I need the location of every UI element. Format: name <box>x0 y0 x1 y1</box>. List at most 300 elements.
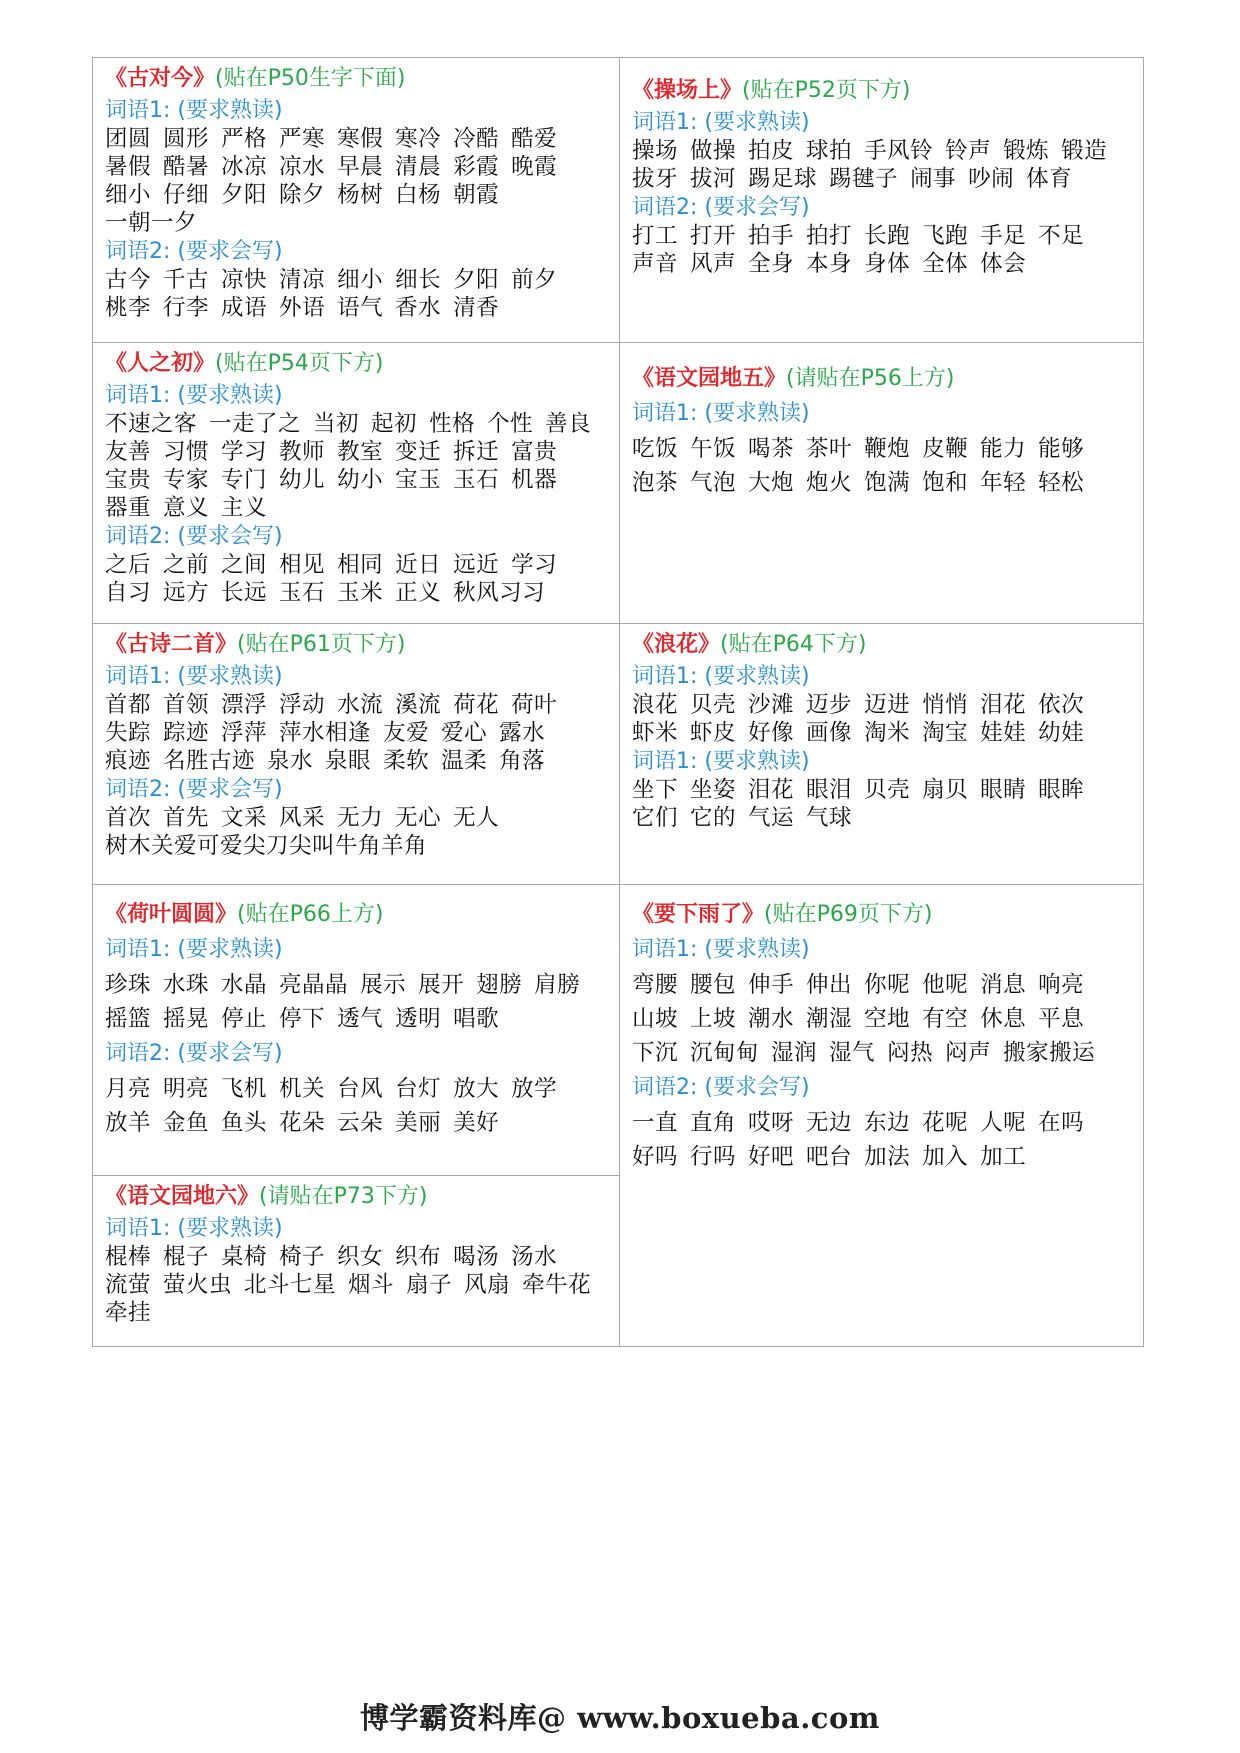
vocabulary-word: 教师 <box>279 439 326 465</box>
vocabulary-word: 美好 <box>453 1110 500 1136</box>
lesson-placement-note: (贴在P50生字下面) <box>215 66 406 91</box>
vocabulary-word: 远方 <box>163 580 210 606</box>
vocabulary-word: 球拍 <box>806 138 853 164</box>
word-group-heading <box>632 396 1136 432</box>
word-group-requirement: (要求熟读) <box>177 937 283 962</box>
word-group-label: 词语1: <box>105 383 171 408</box>
vocabulary-word: 水珠 <box>163 972 210 998</box>
word-group-requirement: (要求会写) <box>177 777 283 802</box>
vocabulary-word: 泉眼 <box>325 748 372 774</box>
vocabulary-word: 响亮 <box>1038 972 1085 998</box>
vocabulary-word: 早晨 <box>337 154 384 180</box>
vocabulary-word: 打工 <box>632 223 679 249</box>
vocabulary-word: 手风铃 <box>864 138 934 164</box>
vocabulary-word: 花呢 <box>922 1110 969 1136</box>
vocabulary-word: 停下 <box>279 1006 326 1032</box>
lesson-cell-yuwen-yuandi-5 <box>620 358 1144 623</box>
vocabulary-word: 桌椅 <box>221 1244 268 1270</box>
row-divider <box>619 342 1143 343</box>
vocabulary-word: 相同 <box>337 552 384 578</box>
vocabulary-word: 一直 <box>632 1110 679 1136</box>
vocabulary-word: 行吗 <box>690 1144 737 1170</box>
vocabulary-word: 闷热 <box>887 1040 934 1066</box>
vocabulary-word: 扇贝 <box>922 777 969 803</box>
vocabulary-word: 棍棒 <box>105 1244 152 1270</box>
vocabulary-word: 无心 <box>395 805 442 831</box>
word-list <box>632 968 1136 1070</box>
vocabulary-word: 前夕 <box>511 267 558 293</box>
word-list <box>105 1243 611 1327</box>
vocabulary-word: 幼儿 <box>279 467 326 493</box>
vocabulary-word: 不足 <box>1038 223 1085 249</box>
lesson-cell-ren-zhi-chu <box>93 343 619 623</box>
vocabulary-word: 温柔 <box>441 748 488 774</box>
word-group-label: 词语1: <box>105 664 171 689</box>
word-group-heading <box>105 381 611 410</box>
vocabulary-word: 摇晃 <box>163 1006 210 1032</box>
word-group-label: 词语1: <box>105 98 171 123</box>
word-list <box>105 125 611 237</box>
vocabulary-word: 首先 <box>163 805 210 831</box>
vocabulary-word: 体育 <box>1026 166 1073 192</box>
vocabulary-word: 朝霞 <box>453 182 500 208</box>
vocabulary-word: 严格 <box>221 126 268 152</box>
word-group-requirement: (要求熟读) <box>177 98 283 123</box>
lesson-title: 《操场上》 <box>632 78 743 103</box>
vocabulary-word: 台风 <box>337 1076 384 1102</box>
vocabulary-word: 主义 <box>221 495 268 521</box>
vocabulary-word: 皮鞭 <box>922 436 969 462</box>
word-group-label: 词语2: <box>105 1041 171 1066</box>
vocabulary-word: 清香 <box>453 295 500 321</box>
vocabulary-word: 名胜古迹 <box>163 748 256 774</box>
vocabulary-word: 直角 <box>690 1110 737 1136</box>
vocabulary-word: 茶叶 <box>806 436 853 462</box>
vocabulary-word: 酷爱 <box>511 126 558 152</box>
vocabulary-word: 器重 <box>105 495 152 521</box>
vocabulary-word: 冷酷 <box>453 126 500 152</box>
vocabulary-word: 夕阳 <box>221 182 268 208</box>
vocabulary-word: 腰包 <box>690 972 737 998</box>
word-group-heading <box>105 932 611 968</box>
vocabulary-word: 能力 <box>980 436 1027 462</box>
lesson-title-row <box>105 1182 611 1212</box>
vocabulary-word: 气运 <box>748 805 795 831</box>
vocabulary-word: 团圆 <box>105 126 152 152</box>
vocabulary-word: 泉水 <box>267 748 314 774</box>
vocabulary-word: 玉石 <box>453 467 500 493</box>
lesson-title-row <box>632 630 1136 660</box>
vocabulary-word: 停止 <box>221 1006 268 1032</box>
lesson-cell-lang-hua <box>620 624 1144 884</box>
vocabulary-word: 习惯 <box>163 439 210 465</box>
vocabulary-word: 亮晶晶 <box>279 972 349 998</box>
vocabulary-word: 晚霞 <box>511 154 558 180</box>
vocabulary-word: 体会 <box>980 251 1027 277</box>
vocabulary-word: 摇篮 <box>105 1006 152 1032</box>
vocabulary-word: 失踪 <box>105 720 152 746</box>
vocabulary-word: 放学 <box>511 1076 558 1102</box>
vocabulary-word: 性格 <box>429 411 476 437</box>
lesson-placement-note: (贴在P52页下方) <box>742 78 911 103</box>
vocabulary-word: 东边 <box>864 1110 911 1136</box>
vocabulary-word: 平息 <box>1038 1006 1085 1032</box>
vocabulary-word: 山坡 <box>632 1006 679 1032</box>
vocabulary-word: 玉米 <box>337 580 384 606</box>
vocabulary-word: 拔牙 <box>632 166 679 192</box>
word-list <box>632 222 1136 278</box>
vocabulary-word: 专门 <box>221 467 268 493</box>
lesson-title-row <box>632 900 1136 930</box>
vocabulary-word: 吵闹 <box>968 166 1015 192</box>
vocabulary-word: 外语 <box>279 295 326 321</box>
vocabulary-word: 近日 <box>395 552 442 578</box>
word-group-label: 词语1: <box>632 401 698 426</box>
vocabulary-word: 凉快 <box>221 267 268 293</box>
vocabulary-word: 风声 <box>690 251 737 277</box>
vocabulary-word: 拍手 <box>748 223 795 249</box>
vocabulary-word: 细小 <box>337 267 384 293</box>
vocabulary-word: 淘宝 <box>922 720 969 746</box>
vocabulary-word: 弯腰 <box>632 972 679 998</box>
vocabulary-word: 萤火虫 <box>163 1272 233 1298</box>
vocabulary-word: 学习 <box>221 439 268 465</box>
word-group-heading <box>105 237 611 266</box>
word-group-label: 词语1: <box>105 1216 171 1241</box>
vocabulary-word: 坐下 <box>632 777 679 803</box>
vocabulary-word: 流萤 <box>105 1272 152 1298</box>
vocabulary-word: 气泡 <box>690 470 737 496</box>
word-group-label: 词语2: <box>632 1075 698 1100</box>
vocabulary-word: 铃声 <box>945 138 992 164</box>
vocabulary-word: 酷暑 <box>163 154 210 180</box>
vocabulary-word: 锻炼 <box>1003 138 1050 164</box>
vocabulary-word: 唱歌 <box>453 1006 500 1032</box>
vocabulary-word: 首领 <box>163 692 210 718</box>
vocabulary-word: 浪花 <box>632 692 679 718</box>
vocabulary-word: 语气 <box>337 295 384 321</box>
vocabulary-word: 圆形 <box>163 126 210 152</box>
word-list <box>105 691 611 775</box>
vocabulary-word: 在吗 <box>1038 1110 1085 1136</box>
vocabulary-word: 柔软 <box>383 748 430 774</box>
vocabulary-word: 机关 <box>279 1076 326 1102</box>
vocabulary-word: 无边 <box>806 1110 853 1136</box>
vocabulary-word: 有空 <box>922 1006 969 1032</box>
vocabulary-word: 荷花 <box>453 692 500 718</box>
vocabulary-word: 踢毽子 <box>829 166 899 192</box>
vocabulary-word: 一走了之 <box>209 411 302 437</box>
word-group-heading <box>105 96 611 125</box>
word-list <box>105 1072 611 1140</box>
vocabulary-word: 友爱 <box>383 720 430 746</box>
vocabulary-word: 他呢 <box>922 972 969 998</box>
vocabulary-word: 潮水 <box>748 1006 795 1032</box>
vocabulary-word: 拆迁 <box>453 439 500 465</box>
vocabulary-word: 画像 <box>806 720 853 746</box>
vocabulary-word: 首次 <box>105 805 152 831</box>
vocabulary-word: 眼泪 <box>806 777 853 803</box>
vocabulary-word: 漂浮 <box>221 692 268 718</box>
word-group-requirement: (要求会写) <box>704 1075 810 1100</box>
vocabulary-word: 加工 <box>980 1144 1027 1170</box>
word-list <box>632 432 1136 500</box>
vocabulary-word: 浮萍 <box>221 720 268 746</box>
vocabulary-word: 白杨 <box>395 182 442 208</box>
word-group-label: 词语2: <box>632 195 698 220</box>
vocabulary-word: 牵牛花 <box>522 1272 592 1298</box>
vocabulary-word: 眼眸 <box>1038 777 1085 803</box>
word-group-label: 词语1: <box>632 664 698 689</box>
vocabulary-word: 仔细 <box>163 182 210 208</box>
vocabulary-word: 月亮 <box>105 1076 152 1102</box>
vocabulary-word: 饱满 <box>864 470 911 496</box>
vocabulary-word: 吧台 <box>806 1144 853 1170</box>
lesson-title: 《语文园地六》 <box>105 1184 260 1209</box>
vocabulary-word: 潮湿 <box>806 1006 853 1032</box>
lesson-title-row <box>632 76 1136 106</box>
word-list <box>632 1106 1136 1174</box>
word-group-heading <box>105 1036 611 1072</box>
vocabulary-word: 放羊 <box>105 1110 152 1136</box>
vocabulary-word: 寒假 <box>337 126 384 152</box>
vocabulary-word: 宝贵 <box>105 467 152 493</box>
word-group-heading <box>632 932 1136 968</box>
vocabulary-word: 加入 <box>922 1144 969 1170</box>
vocabulary-word: 起初 <box>371 411 418 437</box>
vocabulary-word: 全体 <box>922 251 969 277</box>
word-group-label: 词语1: <box>105 937 171 962</box>
lesson-title-row <box>105 900 611 930</box>
vocabulary-word: 好吧 <box>748 1144 795 1170</box>
lesson-title-row <box>105 349 611 379</box>
vocabulary-word: 自习 <box>105 580 152 606</box>
vocabulary-word: 古今 <box>105 267 152 293</box>
vocabulary-word: 人呢 <box>980 1110 1027 1136</box>
vocabulary-word: 机器 <box>511 467 558 493</box>
lesson-cell-cao-chang-shang <box>620 70 1144 342</box>
vocabulary-word: 树木关爱可爱尖刀尖叫牛角羊角 <box>105 833 428 859</box>
word-group-heading <box>632 1070 1136 1106</box>
vocabulary-word: 喝汤 <box>453 1244 500 1270</box>
word-group-heading <box>632 193 1136 222</box>
vocabulary-word: 全身 <box>748 251 795 277</box>
vocabulary-word: 意义 <box>163 495 210 521</box>
vocabulary-word: 成语 <box>221 295 268 321</box>
vocabulary-word: 珍珠 <box>105 972 152 998</box>
vocabulary-word: 声音 <box>632 251 679 277</box>
word-group-requirement: (要求会写) <box>177 239 283 264</box>
vocabulary-word: 风扇 <box>464 1272 511 1298</box>
vocabulary-word: 个性 <box>487 411 534 437</box>
vocabulary-word: 之前 <box>163 552 210 578</box>
vocabulary-word: 正义 <box>395 580 442 606</box>
word-list <box>105 266 611 322</box>
vocabulary-word: 泪花 <box>980 692 1027 718</box>
word-group-requirement: (要求熟读) <box>177 1216 283 1241</box>
vocabulary-word: 玉石 <box>279 580 326 606</box>
vocabulary-word: 香水 <box>395 295 442 321</box>
vocabulary-word: 台灯 <box>395 1076 442 1102</box>
lesson-placement-note: (请贴在P56上方) <box>786 366 955 391</box>
vocabulary-word: 手足 <box>980 223 1027 249</box>
vocabulary-word: 好像 <box>748 720 795 746</box>
vocabulary-word: 专家 <box>163 467 210 493</box>
vocabulary-word: 搬家搬运 <box>1003 1040 1096 1066</box>
vocabulary-word: 虾米 <box>632 720 679 746</box>
lesson-placement-note: (贴在P54页下方) <box>215 351 384 376</box>
lesson-cell-yao-xia-yu-le <box>620 894 1144 1346</box>
vocabulary-word: 透气 <box>337 1006 384 1032</box>
vocabulary-word: 萍水相逢 <box>279 720 372 746</box>
vocabulary-word: 织布 <box>395 1244 442 1270</box>
vocabulary-word: 哎呀 <box>748 1110 795 1136</box>
word-group-requirement: (要求熟读) <box>704 664 810 689</box>
vocabulary-word: 沙滩 <box>748 692 795 718</box>
word-list <box>105 804 611 860</box>
lesson-placement-note: (贴在P64下方) <box>720 632 867 657</box>
vocabulary-word: 拍皮 <box>748 138 795 164</box>
vocabulary-word: 水晶 <box>221 972 268 998</box>
vocabulary-word: 露水 <box>499 720 546 746</box>
word-group-label: 词语1: <box>632 937 698 962</box>
vocabulary-word: 花朵 <box>279 1110 326 1136</box>
word-group-label: 词语1: <box>632 110 698 135</box>
vocabulary-word: 汤水 <box>511 1244 558 1270</box>
word-group-heading <box>632 747 1136 776</box>
vocabulary-word: 金鱼 <box>163 1110 210 1136</box>
lesson-title: 《浪花》 <box>632 632 721 657</box>
vocabulary-word: 轻松 <box>1038 470 1085 496</box>
word-group-requirement: (要求熟读) <box>177 664 283 689</box>
vocabulary-word: 下沉 <box>632 1040 679 1066</box>
vocabulary-word: 一朝一夕 <box>105 210 198 236</box>
vocabulary-word: 学习 <box>511 552 558 578</box>
word-group-requirement: (要求熟读) <box>704 401 810 426</box>
word-group-requirement: (要求会写) <box>177 524 283 549</box>
vocabulary-word: 喝茶 <box>748 436 795 462</box>
vocabulary-word: 荷叶 <box>511 692 558 718</box>
word-list <box>105 968 611 1036</box>
vocabulary-word: 锻造 <box>1061 138 1108 164</box>
vocabulary-word: 不速之客 <box>105 411 198 437</box>
vocabulary-word: 年轻 <box>980 470 1027 496</box>
lesson-title-row <box>632 364 1136 394</box>
vocabulary-word: 本身 <box>806 251 853 277</box>
word-group-heading <box>632 108 1136 137</box>
vocabulary-word: 气球 <box>806 805 853 831</box>
vocabulary-word: 之间 <box>221 552 268 578</box>
vocabulary-word: 宝玉 <box>395 467 442 493</box>
vocabulary-word: 云朵 <box>337 1110 384 1136</box>
vocabulary-word: 相见 <box>279 552 326 578</box>
vocabulary-word: 友善 <box>105 439 152 465</box>
vocabulary-word: 贝壳 <box>690 692 737 718</box>
vocabulary-word: 展示 <box>360 972 407 998</box>
vocabulary-word: 溪流 <box>395 692 442 718</box>
word-list <box>632 776 1136 832</box>
vocabulary-sheet <box>92 57 1144 1347</box>
vocabulary-word: 长远 <box>221 580 268 606</box>
vocabulary-word: 悄悄 <box>922 692 969 718</box>
vocabulary-word: 依次 <box>1038 692 1085 718</box>
row-divider <box>93 884 1143 885</box>
vocabulary-word: 无力 <box>337 805 384 831</box>
vocabulary-word: 扇子 <box>406 1272 453 1298</box>
vocabulary-word: 桃李 <box>105 295 152 321</box>
word-group-heading <box>632 662 1136 691</box>
vocabulary-word: 水流 <box>337 692 384 718</box>
vocabulary-word: 拍打 <box>806 223 853 249</box>
lesson-title: 《古诗二首》 <box>105 632 238 657</box>
vocabulary-word: 闹事 <box>910 166 957 192</box>
word-group-heading <box>105 662 611 691</box>
vocabulary-word: 踢足球 <box>748 166 818 192</box>
word-group-label: 词语2: <box>105 239 171 264</box>
vocabulary-word: 风采 <box>279 805 326 831</box>
vocabulary-word: 鞭炮 <box>864 436 911 462</box>
vocabulary-word: 远近 <box>453 552 500 578</box>
vocabulary-word: 吃饭 <box>632 436 679 462</box>
vocabulary-word: 打开 <box>690 223 737 249</box>
vocabulary-word: 角落 <box>499 748 546 774</box>
vocabulary-word: 清晨 <box>395 154 442 180</box>
word-group-label: 词语2: <box>105 524 171 549</box>
lesson-cell-he-ye-yuan-yuan <box>93 894 619 1175</box>
vocabulary-word: 幼娃 <box>1038 720 1085 746</box>
vocabulary-word: 加法 <box>864 1144 911 1170</box>
vocabulary-word: 炮火 <box>806 470 853 496</box>
word-group-requirement: (要求会写) <box>177 1041 283 1066</box>
lesson-title: 《要下雨了》 <box>632 902 765 927</box>
vocabulary-word: 伸手 <box>748 972 795 998</box>
lesson-placement-note: (贴在P66上方) <box>237 902 384 927</box>
word-list <box>105 551 611 607</box>
vocabulary-word: 之后 <box>105 552 152 578</box>
vocabulary-word: 幼小 <box>337 467 384 493</box>
vocabulary-word: 你呢 <box>864 972 911 998</box>
word-group-requirement: (要求熟读) <box>704 110 810 135</box>
vocabulary-word: 痕迹 <box>105 748 152 774</box>
vocabulary-word: 冰凉 <box>221 154 268 180</box>
vocabulary-word: 严寒 <box>279 126 326 152</box>
lesson-title: 《古对今》 <box>105 66 216 91</box>
vocabulary-word: 北斗七星 <box>244 1272 337 1298</box>
vocabulary-word: 棍子 <box>163 1244 210 1270</box>
vocabulary-word: 夕阳 <box>453 267 500 293</box>
vocabulary-word: 翅膀 <box>476 972 523 998</box>
lesson-placement-note: (贴在P61页下方) <box>237 632 406 657</box>
word-list <box>632 137 1136 193</box>
vocabulary-word: 饱和 <box>922 470 969 496</box>
vocabulary-word: 娃娃 <box>980 720 1027 746</box>
word-group-requirement: (要求熟读) <box>177 383 283 408</box>
vocabulary-word: 千古 <box>163 267 210 293</box>
word-group-requirement: (要求会写) <box>704 195 810 220</box>
lesson-title-row <box>105 64 611 94</box>
vocabulary-word: 美丽 <box>395 1110 442 1136</box>
word-group-requirement: (要求熟读) <box>704 937 810 962</box>
lesson-cell-gushi-ershou <box>93 624 619 884</box>
vocabulary-word: 上坡 <box>690 1006 737 1032</box>
vocabulary-word: 湿气 <box>829 1040 876 1066</box>
word-list <box>632 691 1136 747</box>
vocabulary-word: 它的 <box>690 805 737 831</box>
vocabulary-word: 空地 <box>864 1006 911 1032</box>
vocabulary-word: 教室 <box>337 439 384 465</box>
vocabulary-word: 明亮 <box>163 1076 210 1102</box>
vocabulary-word: 沉甸甸 <box>690 1040 760 1066</box>
